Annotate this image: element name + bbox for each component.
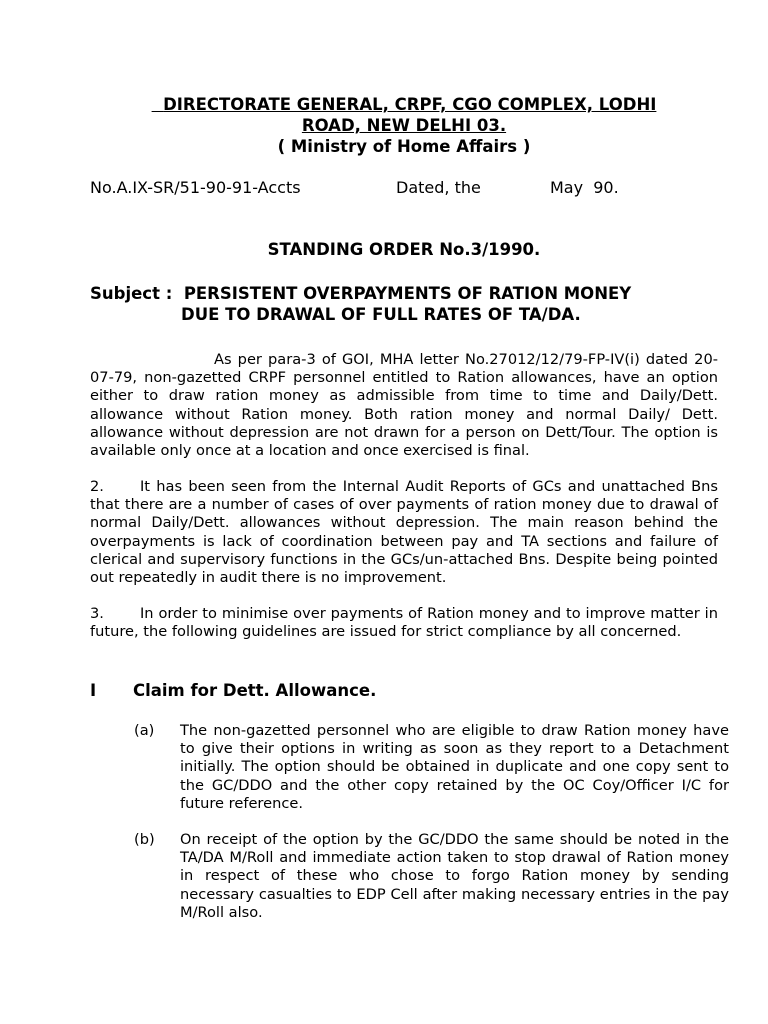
item-label: (a): [134, 722, 155, 739]
reference-number: No.A.IX-SR/51-90-91-Accts: [90, 178, 301, 197]
dated-label: Dated, the: [396, 178, 481, 197]
list-item-b: [134, 831, 729, 922]
subject-label: Subject :: [90, 284, 173, 303]
order-date: May 90.: [550, 178, 619, 197]
section-heading: [90, 681, 376, 700]
header-line-1: DIRECTORATE GENERAL, CRPF, CGO COMPLEX, LODHI: [163, 95, 657, 114]
subject-line-2: DUE TO DRAWAL OF FULL RATES OF TA/DA.: [181, 305, 581, 324]
paragraph-text: As per para-3 of GOI, MHA letter No.27012/12/79-FP-IV(i) dated 20-07-79, non-gazetted CRPF personnel entitled to Ration allowances, have an option either to draw ration money as admissible from time to time and Daily/Dett. allowance without Ration money. Both ration money and normal Daily/ Dett. allowance without depression are not drawn for a person on Dett/Tour. The option is available only once at a location and once exercised is final.: [90, 351, 718, 460]
header-line-2: ROAD, NEW DELHI 03.: [301, 116, 507, 135]
paragraph-2: [90, 478, 718, 587]
header-ministry: ( Ministry of Home Affairs ): [277, 137, 531, 156]
subject: [90, 283, 631, 325]
paragraph-3: [90, 605, 718, 641]
paragraph-text: It has been seen from the Internal Audit Reports of GCs and unattached Bns that there are a number of cases of over payments of ration money due to drawal of normal Daily/Dett. allowances without depression. The main reason behind the overpayments is lack of coordination between pay and TA sections and failure of clerical and supervisory functions in the GCs/un-attached Bns. Despite being pointed out repeatedly in audit there is no improvement.: [90, 478, 718, 587]
paragraph-number: 2.: [90, 478, 104, 495]
item-text: The non-gazetted personnel who are eligible to draw Ration money have to give their options in writing as soon as they report to a Detachment initially. The option should be obtained in duplicate and one copy sent to the GC/DDO and the other copy retained by the OC Coy/Officer I/C for future reference.: [180, 722, 729, 812]
item-label: (b): [134, 831, 155, 848]
order-title: STANDING ORDER No.3/1990.: [267, 240, 541, 259]
subject-line-1: PERSISTENT OVERPAYMENTS OF RATION MONEY: [183, 284, 632, 303]
list-item-a: [134, 722, 729, 813]
paragraph-text: In order to minimise over payments of Ration money and to improve matter in future, the following guidelines are issued for strict compliance by all concerned.: [90, 605, 718, 641]
item-text: On receipt of the option by the GC/DDO the same should be noted in the TA/DA M/Roll and immediate action taken to stop drawal of Ration money in respect of these who chose to forgo Ration money by sending necessary casualties to EDP Cell after making necessary entries in the pay M/Roll also.: [180, 831, 729, 921]
section-number: I: [90, 681, 97, 700]
section-title: Claim for Dett. Allowance.: [133, 681, 377, 700]
paragraph-number: 3.: [90, 605, 104, 622]
letterhead: [90, 94, 718, 157]
paragraph-1: [90, 351, 718, 460]
